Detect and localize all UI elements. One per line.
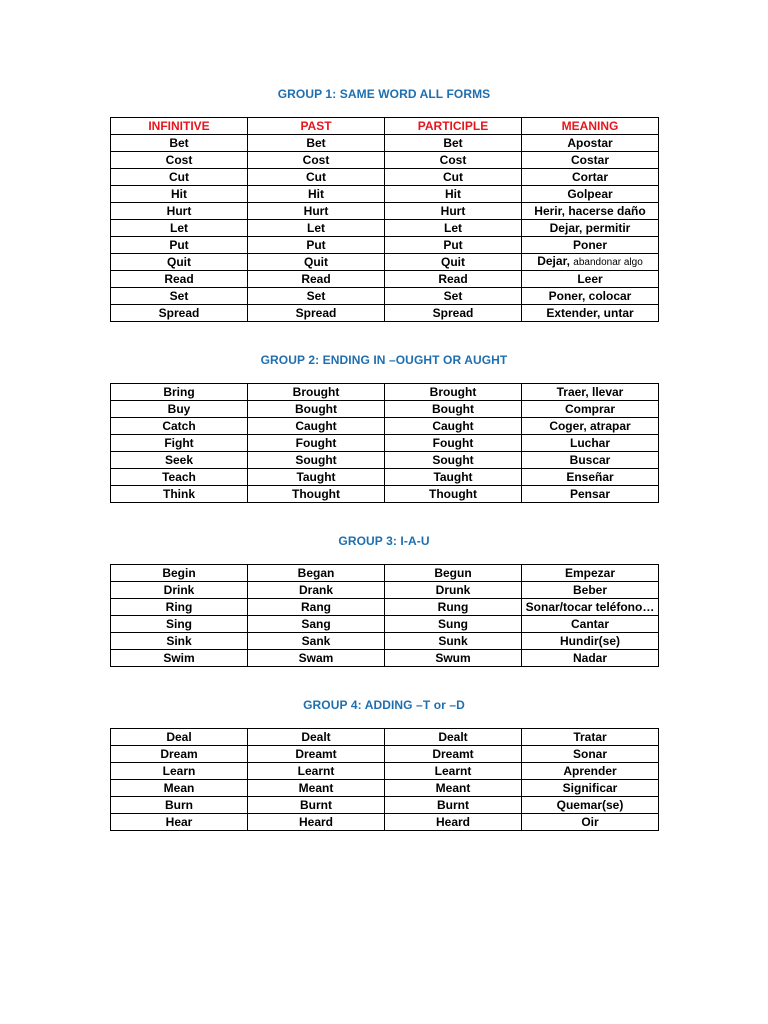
meaning-cell: Poner — [522, 237, 659, 254]
past-cell: Spread — [248, 305, 385, 322]
meaning-cell: Significar — [522, 780, 659, 797]
table-row — [111, 565, 659, 582]
meaning-cell: Pensar — [522, 486, 659, 503]
table-row — [111, 152, 659, 169]
past-cell: Swam — [248, 650, 385, 667]
table-row — [111, 599, 659, 616]
participle-cell: Bought — [385, 401, 522, 418]
meaning-cell: Sonar/tocar teléfono… — [522, 599, 659, 616]
meaning-cell: Nadar — [522, 650, 659, 667]
participle-cell: Put — [385, 237, 522, 254]
infinitive-header: INFINITIVE — [111, 118, 248, 135]
table-row — [111, 780, 659, 797]
table-row — [111, 186, 659, 203]
meaning-cell: Oir — [522, 814, 659, 831]
participle-cell: Hurt — [385, 203, 522, 220]
infinitive-cell: Read — [111, 271, 248, 288]
infinitive-cell: Bring — [111, 384, 248, 401]
past-cell: Set — [248, 288, 385, 305]
past-cell: Cost — [248, 152, 385, 169]
participle-cell: Heard — [385, 814, 522, 831]
infinitive-cell: Spread — [111, 305, 248, 322]
infinitive-cell: Dream — [111, 746, 248, 763]
infinitive-cell: Begin — [111, 565, 248, 582]
meaning-cell: Beber — [522, 582, 659, 599]
past-cell: Let — [248, 220, 385, 237]
infinitive-cell: Bet — [111, 135, 248, 152]
table-row — [111, 814, 659, 831]
past-cell: Rang — [248, 599, 385, 616]
meaning-cell: Traer, llevar — [522, 384, 659, 401]
meaning-cell: Tratar — [522, 729, 659, 746]
infinitive-cell: Burn — [111, 797, 248, 814]
past-cell: Began — [248, 565, 385, 582]
infinitive-cell: Learn — [111, 763, 248, 780]
meaning-cell: Dejar, permitir — [522, 220, 659, 237]
participle-cell: Let — [385, 220, 522, 237]
meaning-cell: Comprar — [522, 401, 659, 418]
past-cell: Sank — [248, 633, 385, 650]
infinitive-cell: Seek — [111, 452, 248, 469]
group4-heading: GROUP 4: ADDING –T or –D — [303, 698, 465, 712]
meaning-cell: Golpear — [522, 186, 659, 203]
table-row — [111, 237, 659, 254]
participle-cell: Hit — [385, 186, 522, 203]
participle-cell: Thought — [385, 486, 522, 503]
infinitive-cell: Put — [111, 237, 248, 254]
participle-header: PARTICIPLE — [385, 118, 522, 135]
meaning-cell: Apostar — [522, 135, 659, 152]
meaning-cell: Costar — [522, 152, 659, 169]
table-row — [111, 220, 659, 237]
table-row — [111, 384, 659, 401]
participle-cell: Drunk — [385, 582, 522, 599]
infinitive-cell: Hurt — [111, 203, 248, 220]
infinitive-cell: Deal — [111, 729, 248, 746]
infinitive-cell: Swim — [111, 650, 248, 667]
infinitive-cell: Hit — [111, 186, 248, 203]
meaning-cell: Quemar(se) — [522, 797, 659, 814]
table-row — [111, 418, 659, 435]
past-header: PAST — [248, 118, 385, 135]
past-cell: Cut — [248, 169, 385, 186]
participle-cell: Fought — [385, 435, 522, 452]
past-cell: Brought — [248, 384, 385, 401]
past-cell: Put — [248, 237, 385, 254]
past-cell: Sought — [248, 452, 385, 469]
participle-cell: Sung — [385, 616, 522, 633]
infinitive-cell: Sing — [111, 616, 248, 633]
table-row — [111, 582, 659, 599]
infinitive-cell: Teach — [111, 469, 248, 486]
participle-cell: Spread — [385, 305, 522, 322]
table-row — [111, 486, 659, 503]
meaning-cell: Cantar — [522, 616, 659, 633]
quit-meaning-note: abandonar algo — [573, 257, 643, 268]
participle-cell: Quit — [385, 254, 522, 271]
table-row — [111, 729, 659, 746]
infinitive-cell: Cut — [111, 169, 248, 186]
infinitive-cell: Sink — [111, 633, 248, 650]
participle-cell: Sought — [385, 452, 522, 469]
group3-table — [110, 564, 659, 667]
table-row — [111, 401, 659, 418]
meaning-cell: Hundir(se) — [522, 633, 659, 650]
past-cell: Learnt — [248, 763, 385, 780]
participle-cell: Brought — [385, 384, 522, 401]
infinitive-cell: Ring — [111, 599, 248, 616]
meaning-cell: Coger, atrapar — [522, 418, 659, 435]
infinitive-cell: Catch — [111, 418, 248, 435]
infinitive-cell: Drink — [111, 582, 248, 599]
table-row — [111, 616, 659, 633]
past-cell: Drank — [248, 582, 385, 599]
table-row — [111, 169, 659, 186]
group3-heading: GROUP 3: I-A-U — [338, 534, 430, 548]
table-row — [111, 746, 659, 763]
meaning-cell: Luchar — [522, 435, 659, 452]
infinitive-cell: Let — [111, 220, 248, 237]
infinitive-cell: Quit — [111, 254, 248, 271]
meaning-cell: Sonar — [522, 746, 659, 763]
past-cell: Quit — [248, 254, 385, 271]
table-row — [111, 650, 659, 667]
meaning-cell: Extender, untar — [522, 305, 659, 322]
participle-cell: Rung — [385, 599, 522, 616]
meaning-cell: Aprender — [522, 763, 659, 780]
participle-cell: Dreamt — [385, 746, 522, 763]
table-row — [111, 763, 659, 780]
past-cell: Thought — [248, 486, 385, 503]
infinitive-cell: Buy — [111, 401, 248, 418]
infinitive-cell: Cost — [111, 152, 248, 169]
participle-cell: Caught — [385, 418, 522, 435]
infinitive-cell: Mean — [111, 780, 248, 797]
participle-cell: Bet — [385, 135, 522, 152]
table-row — [111, 288, 659, 305]
meaning-cell: Herir, hacerse daño — [522, 203, 659, 220]
participle-cell: Dealt — [385, 729, 522, 746]
past-cell: Taught — [248, 469, 385, 486]
meaning-cell: Cortar — [522, 169, 659, 186]
infinitive-cell: Set — [111, 288, 248, 305]
meaning-cell: Enseñar — [522, 469, 659, 486]
group4-table — [110, 728, 659, 831]
participle-cell: Taught — [385, 469, 522, 486]
participle-cell: Meant — [385, 780, 522, 797]
participle-cell: Cut — [385, 169, 522, 186]
participle-cell: Set — [385, 288, 522, 305]
group1-table — [110, 117, 659, 322]
past-cell: Sang — [248, 616, 385, 633]
meaning-cell: Leer — [522, 271, 659, 288]
past-cell: Meant — [248, 780, 385, 797]
past-cell: Hit — [248, 186, 385, 203]
table-row — [111, 452, 659, 469]
participle-cell: Burnt — [385, 797, 522, 814]
past-cell: Dealt — [248, 729, 385, 746]
participle-cell: Swum — [385, 650, 522, 667]
table-row — [111, 435, 659, 452]
past-cell: Bet — [248, 135, 385, 152]
past-cell: Bought — [248, 401, 385, 418]
past-cell: Fought — [248, 435, 385, 452]
participle-cell: Begun — [385, 565, 522, 582]
meaning-cell: Empezar — [522, 565, 659, 582]
participle-cell: Cost — [385, 152, 522, 169]
meaning-cell: Dejar, abandonar algo — [522, 254, 659, 271]
group2-heading: GROUP 2: ENDING IN –OUGHT OR AUGHT — [260, 353, 508, 367]
table-row — [111, 469, 659, 486]
table-row — [111, 633, 659, 650]
infinitive-cell: Fight — [111, 435, 248, 452]
past-cell: Heard — [248, 814, 385, 831]
past-cell: Caught — [248, 418, 385, 435]
table-row — [111, 305, 659, 322]
table-row — [111, 135, 659, 152]
table-row — [111, 203, 659, 220]
past-cell: Hurt — [248, 203, 385, 220]
table-row — [111, 271, 659, 288]
meaning-cell: Buscar — [522, 452, 659, 469]
meaning-header: MEANING — [522, 118, 659, 135]
table-row — [111, 254, 659, 271]
participle-cell: Read — [385, 271, 522, 288]
participle-cell: Learnt — [385, 763, 522, 780]
meaning-cell: Poner, colocar — [522, 288, 659, 305]
participle-cell: Sunk — [385, 633, 522, 650]
group1-heading: GROUP 1: SAME WORD ALL FORMS — [277, 87, 491, 101]
group2-table — [110, 383, 659, 503]
past-cell: Burnt — [248, 797, 385, 814]
table-header-row — [111, 118, 659, 135]
infinitive-cell: Hear — [111, 814, 248, 831]
past-cell: Dreamt — [248, 746, 385, 763]
table-row — [111, 797, 659, 814]
infinitive-cell: Think — [111, 486, 248, 503]
past-cell: Read — [248, 271, 385, 288]
